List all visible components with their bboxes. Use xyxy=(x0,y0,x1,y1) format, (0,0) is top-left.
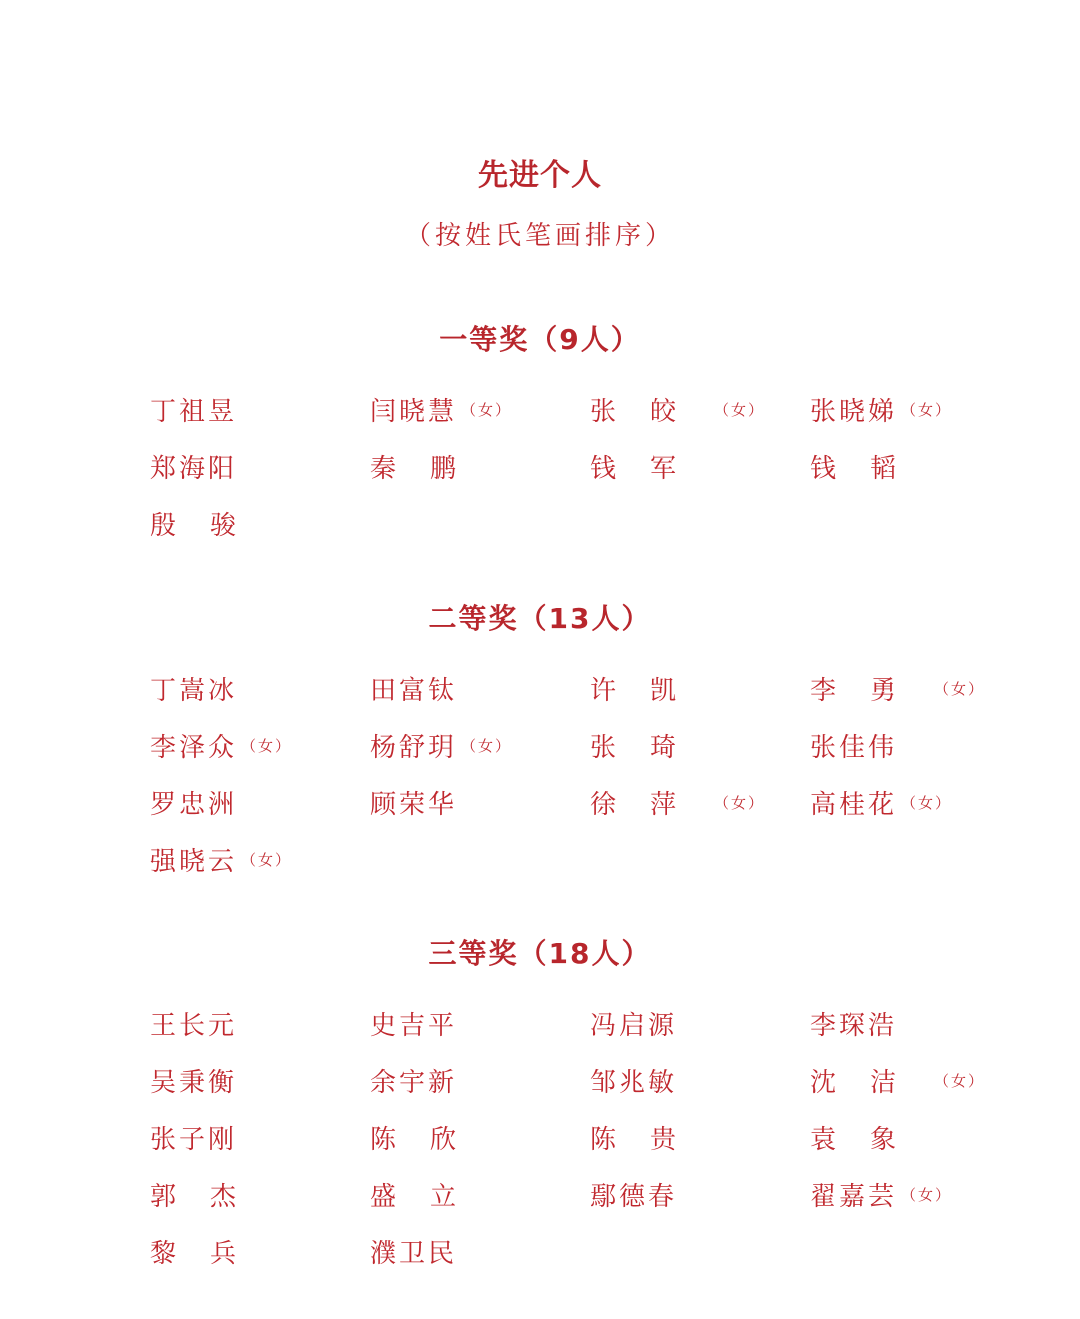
list-item xyxy=(810,381,1030,438)
person-name: 郑海阳 xyxy=(150,454,238,484)
list-item xyxy=(150,717,370,774)
list-item xyxy=(370,381,590,438)
gender-note: （女） xyxy=(241,851,293,869)
list-item xyxy=(370,660,590,717)
gender-note: （女） xyxy=(461,737,513,755)
person-name: 翟嘉芸 xyxy=(810,1182,898,1212)
list-item xyxy=(590,774,810,831)
person-name: 沈洁 xyxy=(810,1068,931,1098)
list-item xyxy=(810,1052,1030,1109)
list-item xyxy=(590,438,810,495)
list-item xyxy=(150,831,370,888)
person-name: 田富钛 xyxy=(370,676,458,706)
person-name: 张皎 xyxy=(590,397,711,427)
gender-note: （女） xyxy=(901,794,953,812)
person-name: 张晓娣 xyxy=(810,397,898,427)
list-item xyxy=(590,1166,810,1223)
list-item xyxy=(150,774,370,831)
gender-note: （女） xyxy=(714,794,766,812)
person-name: 闫晓慧 xyxy=(370,397,458,427)
list-item xyxy=(370,995,590,1052)
list-item xyxy=(370,774,590,831)
person-name: 陈欣 xyxy=(370,1125,491,1155)
person-name: 袁象 xyxy=(810,1125,931,1155)
list-item xyxy=(370,1052,590,1109)
gender-note: （女） xyxy=(934,680,986,698)
person-name: 钱军 xyxy=(590,454,711,484)
person-name: 余宇新 xyxy=(370,1068,458,1098)
person-name: 郭杰 xyxy=(150,1182,271,1212)
person-name: 鄢德春 xyxy=(590,1182,678,1212)
list-item xyxy=(150,1109,370,1166)
person-name: 顾荣华 xyxy=(370,790,458,820)
person-name: 钱韬 xyxy=(810,454,931,484)
person-name: 李琛浩 xyxy=(810,1011,898,1041)
gender-note: （女） xyxy=(461,401,513,419)
list-item xyxy=(370,438,590,495)
person-name: 丁祖昱 xyxy=(150,397,238,427)
gender-note: （女） xyxy=(901,1186,953,1204)
list-item xyxy=(810,1166,1030,1223)
person-name: 王长元 xyxy=(150,1011,238,1041)
list-item xyxy=(810,1109,1030,1166)
list-item xyxy=(590,995,810,1052)
list-item xyxy=(810,774,1030,831)
gender-note: （女） xyxy=(934,1072,986,1090)
gender-note: （女） xyxy=(241,737,293,755)
first-prize-list xyxy=(150,381,1030,552)
third-prize-list xyxy=(150,995,1030,1280)
person-name: 史吉平 xyxy=(370,1011,458,1041)
person-name: 李泽众 xyxy=(150,733,238,763)
list-item xyxy=(590,1109,810,1166)
gender-note: （女） xyxy=(714,401,766,419)
person-name: 吴秉衡 xyxy=(150,1068,238,1098)
person-name: 罗忠洲 xyxy=(150,790,238,820)
list-item xyxy=(150,1166,370,1223)
person-name: 秦鹏 xyxy=(370,454,491,484)
person-name: 殷骏 xyxy=(150,511,271,541)
person-name: 高桂花 xyxy=(810,790,898,820)
section-heading-second-prize: 二等奖（13人） xyxy=(428,602,652,635)
person-name: 黎兵 xyxy=(150,1239,271,1269)
list-item xyxy=(810,995,1030,1052)
list-item xyxy=(590,1052,810,1109)
list-item xyxy=(370,1223,590,1280)
section-heading-third-prize: 三等奖（18人） xyxy=(428,937,652,970)
person-name: 张子刚 xyxy=(150,1125,238,1155)
second-prize-list xyxy=(150,660,1030,888)
list-item xyxy=(590,381,810,438)
list-item xyxy=(150,660,370,717)
list-item xyxy=(370,1109,590,1166)
list-item xyxy=(370,1166,590,1223)
person-name: 丁嵩冰 xyxy=(150,676,238,706)
list-item xyxy=(810,438,1030,495)
list-item xyxy=(150,1052,370,1109)
person-name: 张琦 xyxy=(590,733,711,763)
person-name: 强晓云 xyxy=(150,847,238,877)
person-name: 许凯 xyxy=(590,676,711,706)
section-heading-first-prize: 一等奖（9人） xyxy=(439,323,641,356)
list-item xyxy=(150,495,370,552)
page-subtitle: （按姓氏笔画排序） xyxy=(404,221,675,251)
person-name: 邹兆敏 xyxy=(590,1068,678,1098)
page-title: 先进个人 xyxy=(478,158,602,193)
list-item xyxy=(150,995,370,1052)
list-item xyxy=(150,381,370,438)
list-item xyxy=(590,717,810,774)
person-name: 李勇 xyxy=(810,676,931,706)
list-item xyxy=(150,1223,370,1280)
list-item xyxy=(810,660,1030,717)
list-item xyxy=(810,717,1030,774)
list-item xyxy=(150,438,370,495)
person-name: 冯启源 xyxy=(590,1011,678,1041)
person-name: 杨舒玥 xyxy=(370,733,458,763)
person-name: 盛立 xyxy=(370,1182,491,1212)
gender-note: （女） xyxy=(901,401,953,419)
person-name: 濮卫民 xyxy=(370,1239,458,1269)
person-name: 陈贵 xyxy=(590,1125,711,1155)
list-item xyxy=(370,717,590,774)
person-name: 徐萍 xyxy=(590,790,711,820)
person-name: 张佳伟 xyxy=(810,733,898,763)
list-item xyxy=(590,660,810,717)
